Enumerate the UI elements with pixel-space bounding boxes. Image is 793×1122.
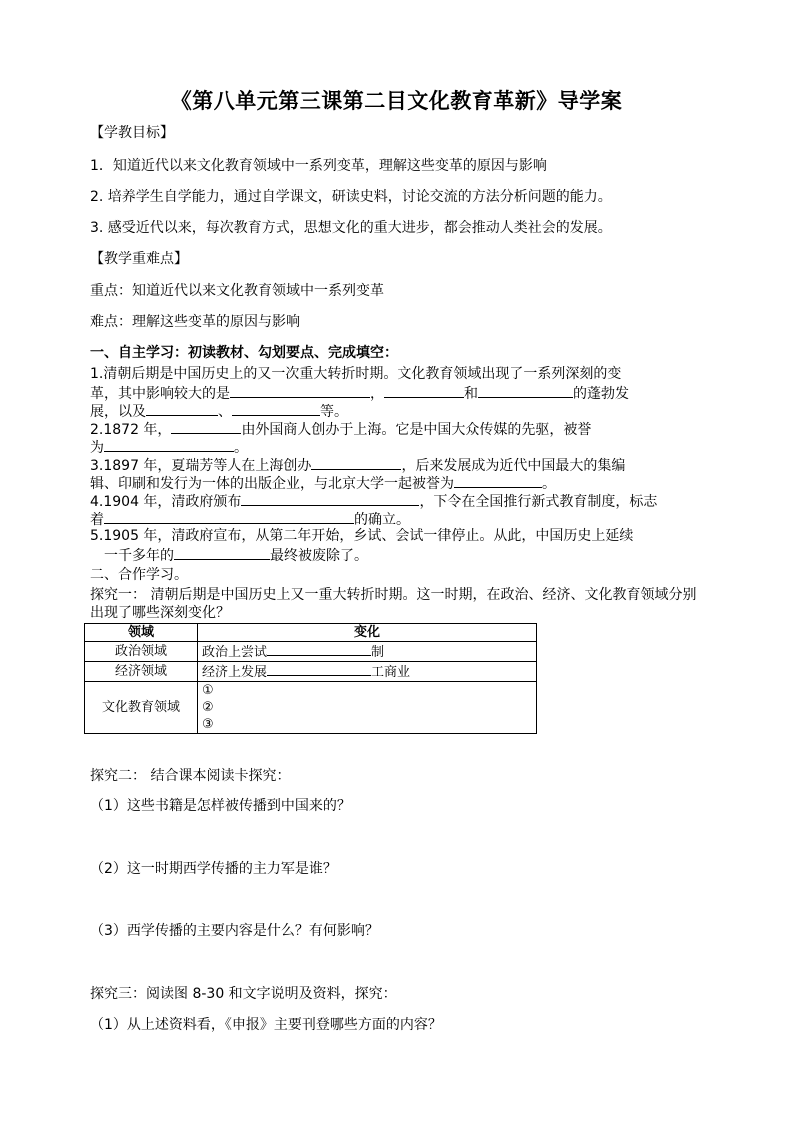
q2-text-b: 由外国商人创办于上海。它是中国大众传媒的先驱，被誉 bbox=[241, 422, 592, 438]
explore2-q3: （3）西学传播的主要内容是什么？有何影响？ bbox=[90, 923, 379, 939]
q1-text-d: 和 bbox=[464, 386, 478, 402]
q1-text-f: 展，以及 bbox=[90, 404, 146, 420]
row1-pre: 政治上尝试 bbox=[202, 645, 268, 660]
explore3-heading: 探究三：阅读图 8-30 和文字说明及资料，探究： bbox=[90, 986, 397, 1002]
q1-blank-3[interactable] bbox=[478, 383, 573, 398]
table-row bbox=[85, 682, 537, 734]
table-row3-change bbox=[198, 682, 537, 734]
q5-blank-1[interactable] bbox=[174, 545, 270, 560]
q4-blank-2[interactable] bbox=[104, 509, 354, 524]
q1-line3 bbox=[90, 401, 348, 421]
explore1-line2: 出现了哪些深刻变化？ bbox=[90, 605, 230, 621]
table-row3-field: 文化教育领域 bbox=[85, 682, 198, 734]
table-row2-field: 经济领域 bbox=[85, 662, 198, 682]
q3-text-a: 3.1897 年，夏瑞芳等人在上海创办 bbox=[90, 458, 312, 474]
explore2-q1: （1）这些书籍是怎样被传播到中国来的？ bbox=[90, 798, 351, 814]
q3-text-b: ，后来发展成为近代中国最大的集编 bbox=[401, 458, 626, 474]
row2-post: 工商业 bbox=[371, 665, 411, 680]
q3-line1 bbox=[90, 455, 625, 475]
explore1-line1: 探究一： 清朝后期是中国历史上又一重大转折时期。这一时期，在政治、经济、文化教育领域分别 bbox=[90, 587, 697, 603]
q2-text-c: 为 bbox=[90, 440, 104, 456]
q3-blank-1[interactable] bbox=[311, 455, 401, 470]
q1-line1: 1.清朝后期是中国历史上的又一次重大转折时期。文化教育领域出现了一系列深刻的变 bbox=[90, 366, 622, 382]
q5-text-b: 一千多年的 bbox=[104, 548, 174, 564]
q1-blank-1[interactable] bbox=[230, 383, 370, 398]
q5-line1: 5.1905 年，清政府宣布，从第二年开始，乡试、会试一律停止。从此，中国历史上延续 bbox=[90, 528, 634, 544]
table-head-field: 领域 bbox=[85, 624, 198, 642]
explore2-heading: 探究二： 结合课本阅读卡探究： bbox=[90, 768, 291, 784]
q1-text-c: ， bbox=[370, 386, 384, 402]
page-title: 《第八单元第三课第二目文化教育革新》导学案 bbox=[170, 88, 623, 113]
q4-text-c: 着 bbox=[90, 512, 104, 528]
q2-text-d: 。 bbox=[234, 440, 248, 456]
q2-blank-2[interactable] bbox=[104, 437, 234, 452]
q1-blank-4[interactable] bbox=[146, 401, 218, 416]
q4-blank-1[interactable] bbox=[241, 491, 419, 506]
table-head-change: 变化 bbox=[198, 624, 537, 642]
q1-blank-5[interactable] bbox=[232, 401, 320, 416]
q3-text-d: 。 bbox=[542, 476, 556, 492]
section-goals-heading: 【学教目标】 bbox=[90, 125, 174, 141]
change-table bbox=[84, 623, 537, 734]
q4-text-b: ，下令在全国推行新式教育制度，标志 bbox=[419, 494, 658, 510]
q1-text-g: 、 bbox=[218, 404, 232, 420]
q5-line2 bbox=[104, 545, 368, 565]
row2-pre: 经济上发展 bbox=[202, 665, 268, 680]
part2-title: 二、合作学习。 bbox=[90, 567, 188, 583]
q3-line2 bbox=[90, 473, 556, 493]
table-row1-field: 政治领域 bbox=[85, 642, 198, 662]
table-header-row bbox=[85, 624, 537, 642]
row3-item-1: ① bbox=[202, 683, 214, 698]
section-key-heading: 【教学重难点】 bbox=[90, 251, 188, 267]
q4-line2 bbox=[90, 509, 410, 529]
row3-item-2: ② bbox=[202, 700, 214, 715]
table-row1-change bbox=[198, 642, 537, 662]
q2-line2 bbox=[90, 437, 248, 457]
explore2-q2: （2）这一时期西学传播的主力军是谁？ bbox=[90, 861, 337, 877]
explore3-q1: （1）从上述资料看，《申报》主要刊登哪些方面的内容？ bbox=[90, 1017, 442, 1033]
q2-blank-1[interactable] bbox=[171, 419, 241, 434]
table-row bbox=[85, 642, 537, 662]
row2-blank[interactable] bbox=[267, 662, 371, 676]
hard-point: 难点：理解这些变革的原因与影响 bbox=[90, 314, 300, 330]
q2-text-a: 2.1872 年， bbox=[90, 422, 172, 438]
table-row2-change bbox=[198, 662, 537, 682]
q3-text-c: 辑、印刷和发行为一体的出版企业，与北京大学一起被誉为 bbox=[90, 476, 454, 492]
row3-item-3: ③ bbox=[202, 717, 214, 732]
goal-3: 3. 感受近代以来，每次教育方式，思想文化的重大进步，都会推动人类社会的发展。 bbox=[90, 220, 612, 236]
q2-line1 bbox=[90, 419, 591, 439]
q1-text-h: 等。 bbox=[320, 404, 348, 420]
part1-title: 一、自主学习：初读教材、勾划要点、完成填空： bbox=[90, 345, 398, 361]
q3-blank-2[interactable] bbox=[454, 473, 542, 488]
key-point: 重点：知道近代以来文化教育领域中一系列变革 bbox=[90, 283, 384, 299]
table-row bbox=[85, 662, 537, 682]
q1-blank-2[interactable] bbox=[384, 383, 464, 398]
goal-1: 1．知道近代以来文化教育领域中一系列变革，理解这些变革的原因与影响 bbox=[90, 158, 547, 174]
q1-text-e: 的蓬勃发 bbox=[573, 386, 629, 402]
q4-text-a: 4.1904 年，清政府颁布 bbox=[90, 494, 242, 510]
goal-2: 2. 培养学生自学能力，通过自学课文，研读史料，讨论交流的方法分析问题的能力。 bbox=[90, 189, 612, 205]
row1-post: 制 bbox=[371, 645, 385, 660]
q4-line1 bbox=[90, 491, 657, 511]
q1-line2 bbox=[90, 383, 629, 403]
q4-text-d: 的确立。 bbox=[354, 512, 410, 528]
row1-blank[interactable] bbox=[267, 642, 371, 656]
q5-text-c: 最终被废除了。 bbox=[270, 548, 368, 564]
q1-text-b: 革，其中影响较大的是 bbox=[90, 386, 230, 402]
